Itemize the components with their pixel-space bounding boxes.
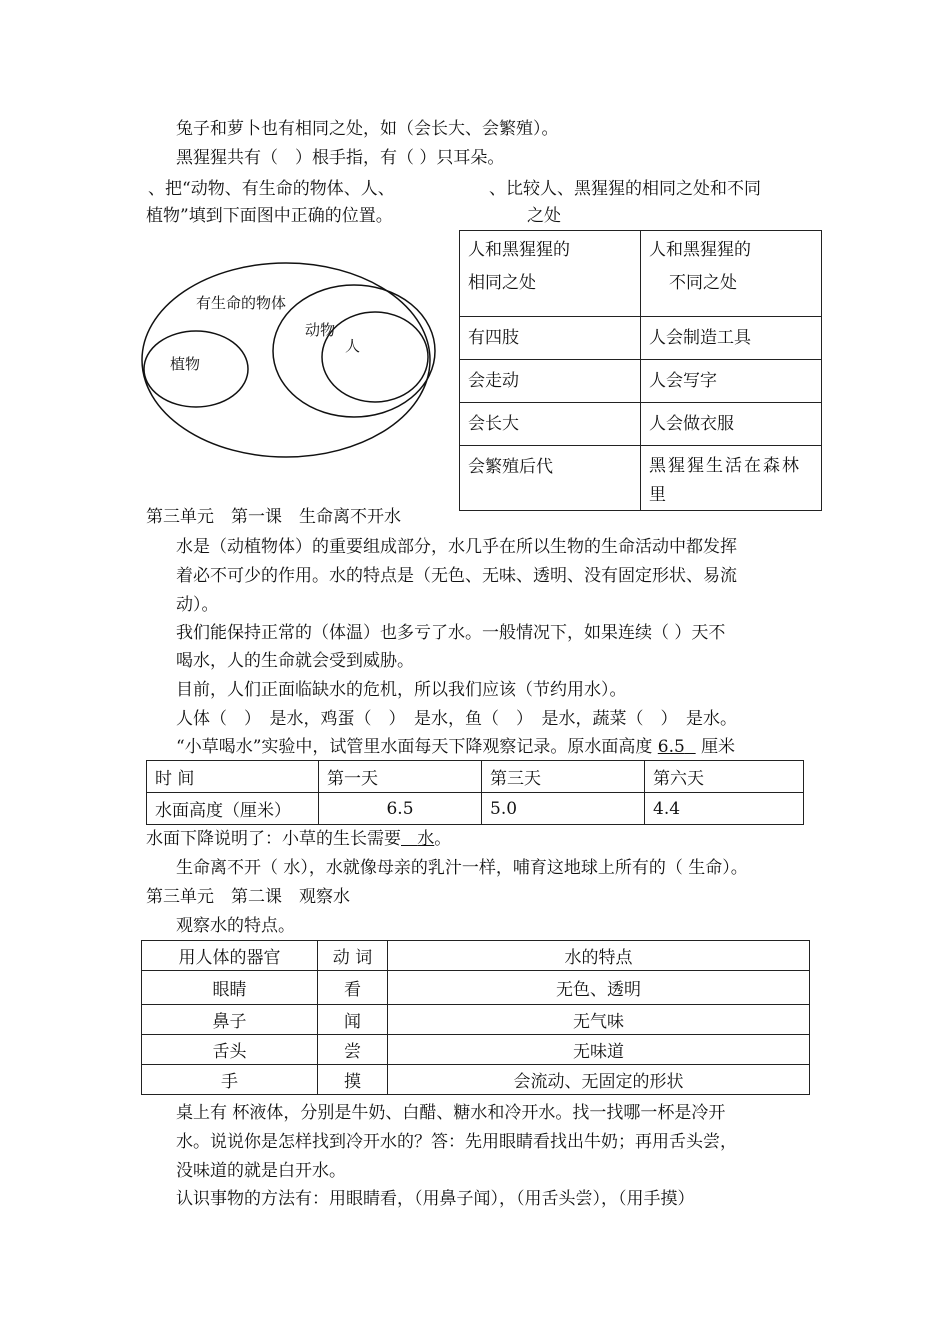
label-plant: 植物	[170, 355, 201, 373]
header-same: 人和黑猩猩的 相同之处	[460, 231, 641, 317]
table-row	[460, 360, 822, 403]
table-cell: 会繁殖后代	[460, 446, 641, 511]
table-cell: 人会写字	[641, 360, 822, 403]
label-living-things: 有生命的物体	[196, 294, 287, 312]
question-line: 、把“动物、有生命的物体、人、	[148, 179, 395, 199]
text-line: 人体（ ） 是水，鸡蛋（ ） 是水，鱼（ ） 是水，蔬菜（ ） 是水。	[176, 709, 737, 729]
table-cell: 人会做衣服	[641, 403, 822, 446]
text-line: 动）。	[176, 595, 219, 615]
table-cell: 无色、透明	[388, 971, 810, 1005]
section-title: 第三单元 第二课 观察水	[146, 887, 350, 907]
table-cell: 无气味	[388, 1005, 810, 1035]
question-line: 、比较人、黑猩猩的相同之处和不同	[489, 179, 761, 199]
table-cell: 手	[142, 1065, 318, 1095]
table-header: 第六天	[645, 761, 804, 793]
table-cell: 无味道	[388, 1035, 810, 1065]
text-line: 生命离不开（ 水），水就像母亲的乳汁一样，哺育这地球上所有的（ 生命）。	[176, 858, 748, 878]
label-human: 人	[345, 337, 361, 355]
text-line: 喝水，人的生命就会受到威胁。	[176, 651, 414, 671]
compare-table	[459, 230, 822, 511]
table-header: 动 词	[318, 941, 388, 971]
water-level-table	[146, 760, 804, 825]
table-row	[460, 446, 822, 511]
table-cell: 鼻子	[142, 1005, 318, 1035]
table-row	[460, 403, 822, 446]
text-line: 我们能保持正常的（体温）也多亏了水。一般情况下，如果连续（ ）天不	[176, 623, 726, 643]
table-cell: 有四肢	[460, 317, 641, 360]
text-line: 兔子和萝卜也有相同之处，如（会长大、会繁殖）。	[176, 119, 559, 139]
table-cell: 看	[318, 971, 388, 1005]
text-line: 水。说说你是怎样找到冷开水的？答：先用眼睛看找出牛奶；再用舌头尝，	[176, 1132, 737, 1152]
answer-value: 水	[417, 829, 435, 849]
question-line: 之处	[527, 206, 561, 226]
text-line: 观察水的特点。	[176, 916, 295, 936]
table-cell: 人会制造工具	[641, 317, 822, 360]
observe-water-table	[141, 940, 810, 1095]
text-line: “小草喝水”实验中，试管里水面每天下降观察记录。原水面高度 6.5 厘米	[176, 737, 736, 757]
venn-diagram	[138, 262, 443, 462]
table-row	[142, 1005, 810, 1035]
table-header: 第三天	[482, 761, 645, 793]
text-line: 水是（动植物体）的重要组成部分，水几乎在所以生物的生命活动中都发挥	[176, 537, 737, 557]
table-cell: 闻	[318, 1005, 388, 1035]
text-line: 桌上有 杯液体，分别是牛奶、白醋、糖水和冷开水。找一找哪一杯是冷开	[176, 1103, 726, 1123]
table-header: 第一天	[319, 761, 482, 793]
table-cell: 会长大	[460, 403, 641, 446]
table-cell: 5.0	[482, 793, 645, 825]
ellipse-human	[322, 312, 428, 402]
text-line: 目前，人们正面临缺水的危机，所以我们应该（节约用水）。	[176, 680, 627, 700]
text-line: 认识事物的方法有：用眼睛看，（用鼻子闻），（用舌头尝），（用手摸）	[176, 1189, 695, 1209]
table-cell: 水面高度（厘米）	[147, 793, 319, 825]
initial-height-value: 6.5	[657, 737, 685, 757]
table-header: 用人体的器官	[142, 941, 318, 971]
header-diff: 人和黑猩猩的 不同之处	[641, 231, 822, 317]
table-cell: 舌头	[142, 1035, 318, 1065]
text-line: 水面下降说明了：小草的生长需要 水。	[146, 829, 452, 849]
table-header: 水的特点	[388, 941, 810, 971]
table-cell: 会流动、无固定的形状	[388, 1065, 810, 1095]
label-animal: 动物	[305, 321, 336, 339]
text-line: 黑猩猩共有（ ）根手指，有（ ）只耳朵。	[176, 148, 505, 168]
table-cell: 4.4	[645, 793, 804, 825]
table-cell: 眼睛	[142, 971, 318, 1005]
text-line: 没味道的就是白开水。	[176, 1161, 346, 1181]
table-cell: 会走动	[460, 360, 641, 403]
table-cell: 6.5	[319, 793, 482, 825]
table-row	[142, 1065, 810, 1095]
table-row	[142, 971, 810, 1005]
table-cell: 黑猩猩生活在森林里	[641, 446, 822, 511]
table-cell: 尝	[318, 1035, 388, 1065]
section-title: 第三单元 第一课 生命离不开水	[146, 507, 401, 527]
question-line: 植物”填到下面图中正确的位置。	[146, 206, 393, 226]
text-line: 着必不可少的作用。水的特点是（无色、无味、透明、没有固定形状、易流	[176, 566, 737, 586]
table-row	[460, 317, 822, 360]
table-header: 时 间	[147, 761, 319, 793]
table-cell: 摸	[318, 1065, 388, 1095]
table-row	[142, 1035, 810, 1065]
